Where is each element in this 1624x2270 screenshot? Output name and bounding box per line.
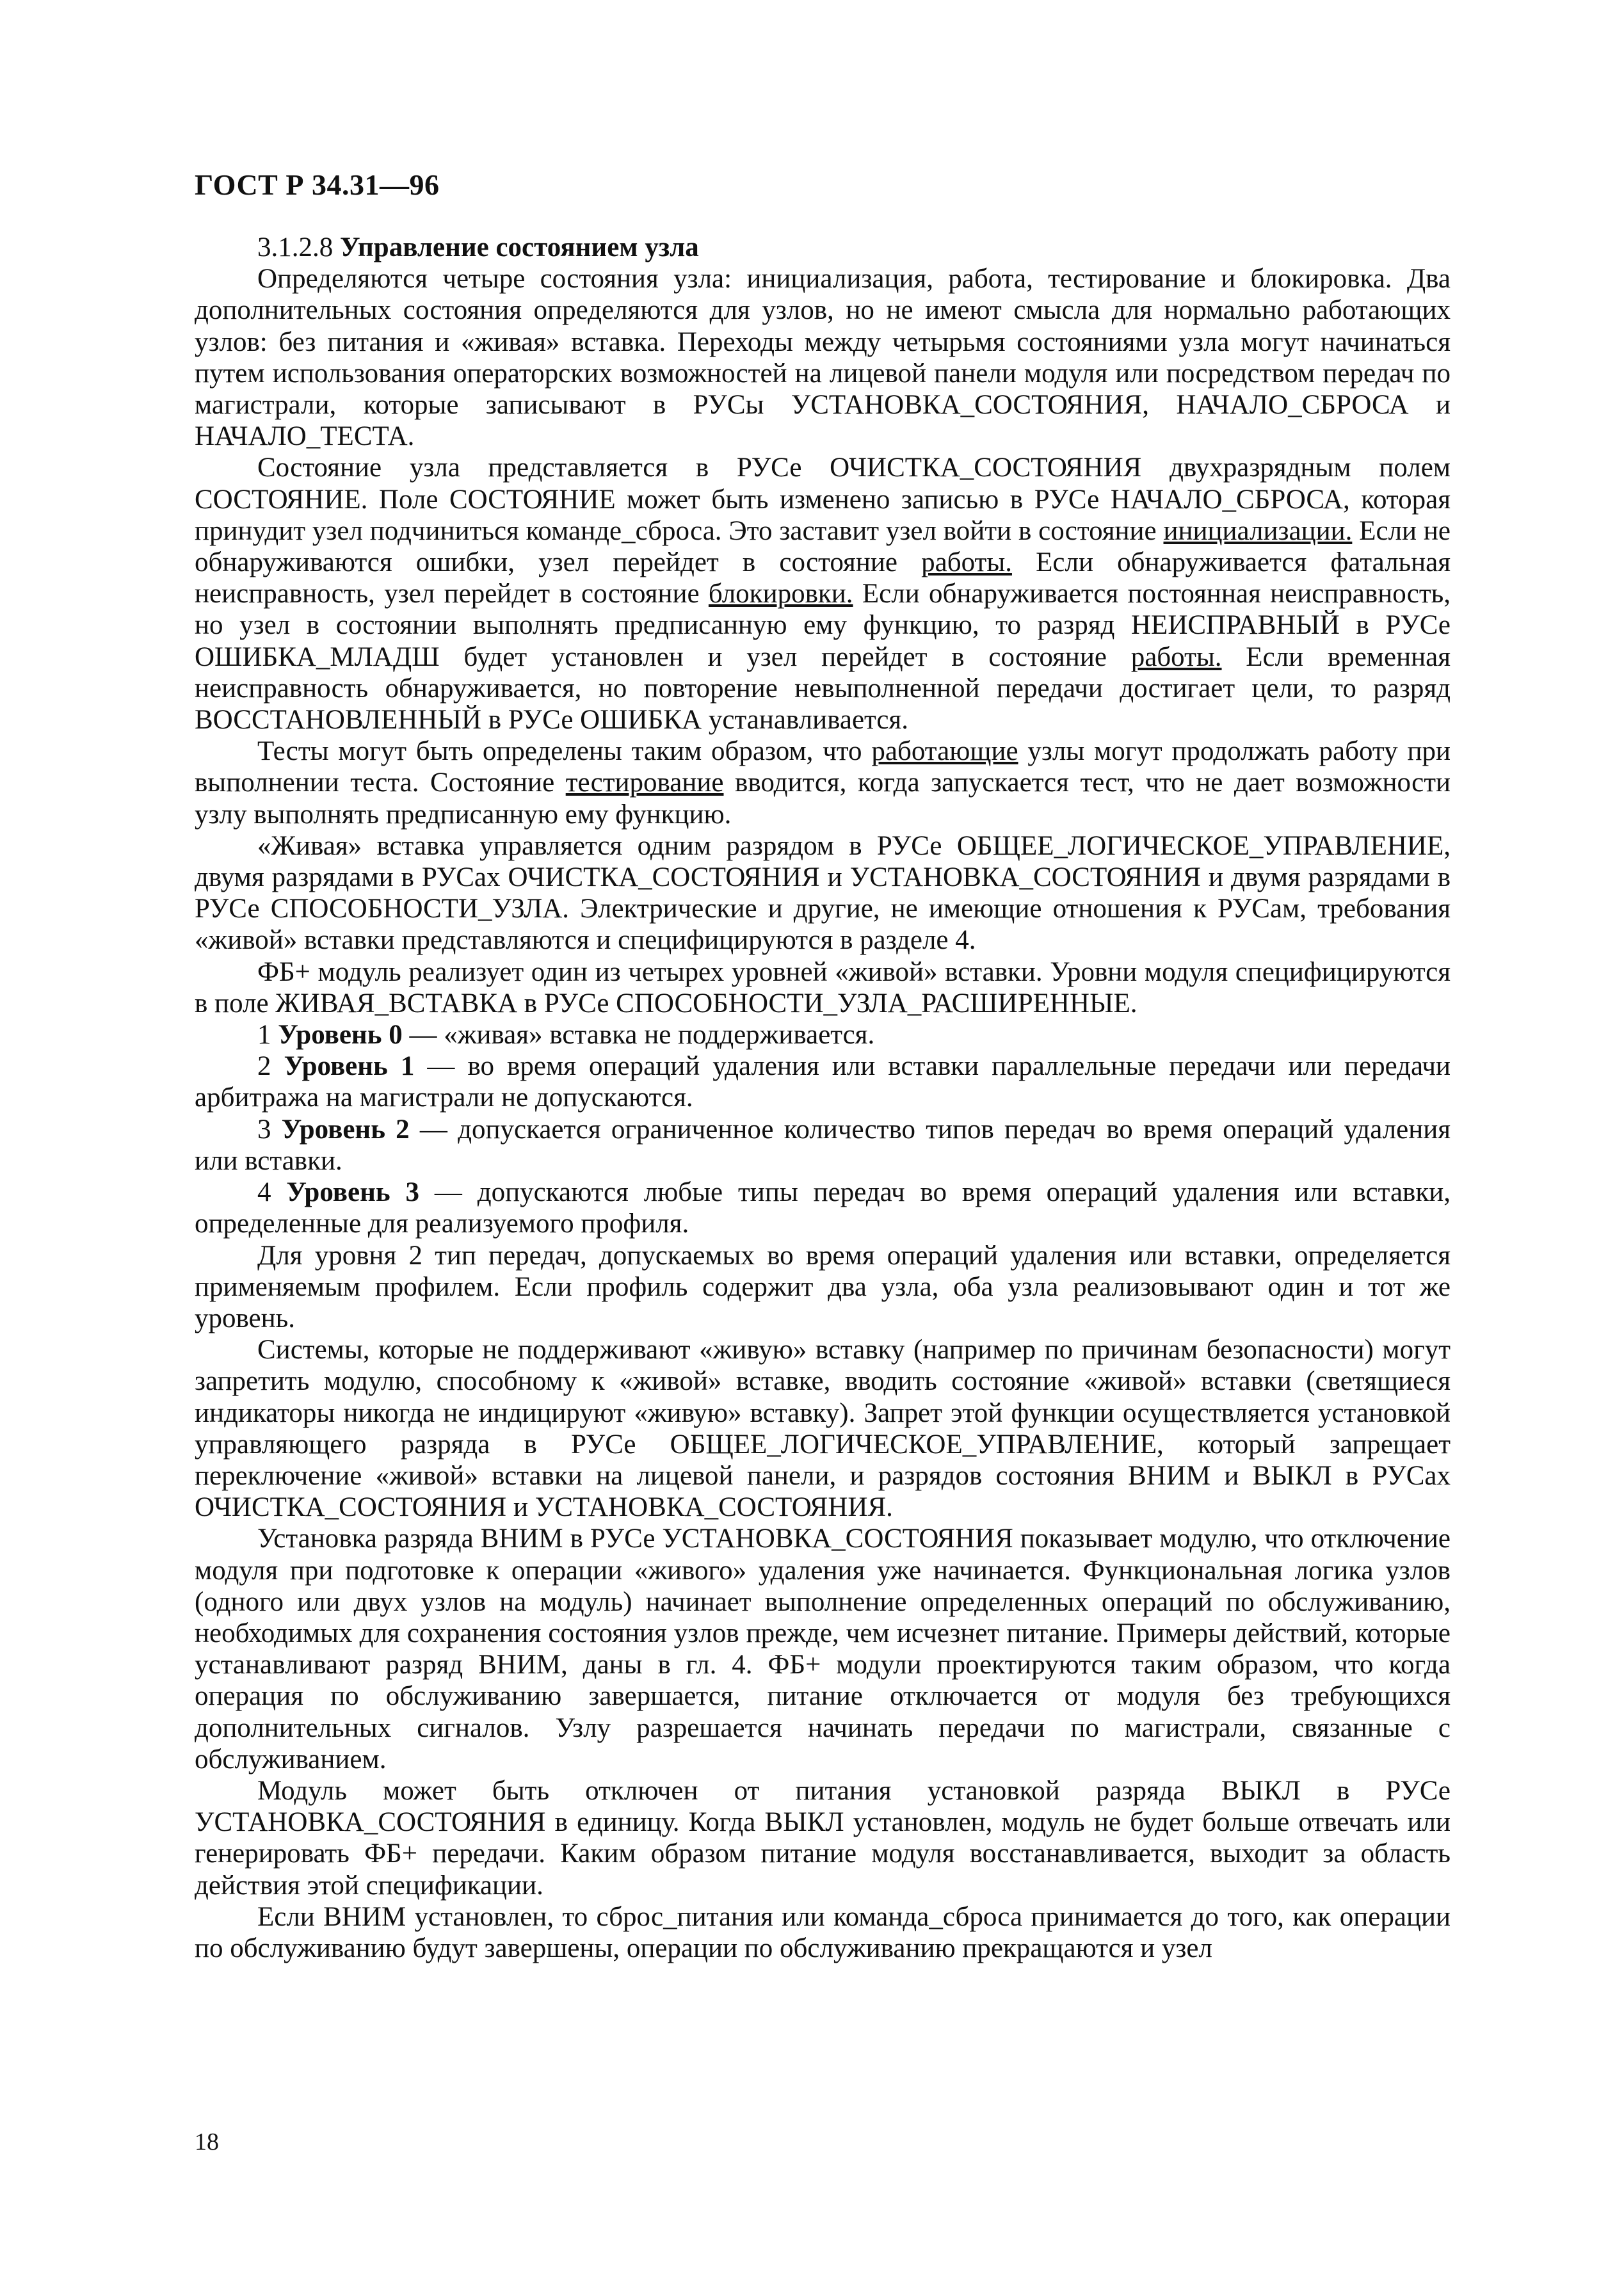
level-item: 1 Уровень 0 — «живая» вставка не поддерживается. [257, 1020, 875, 1050]
paragraph-disable-live: Системы, которые не поддерживают «живую» вставку (например по причинам безопасности) могут запретить модулю, способному к «живой» вставке, вводить состояние «живой» вставки (светящиеся индикаторы никогда не индицируют «живую» вставку). Запрет этой функции осуществляется установкой управляющего разряда в РУСе ОБЩЕЕ_ЛОГИЧЕСКОЕ_УПРАВЛЕНИЕ, который запрещает переключение «живой» вставки на лицевой панели, и разрядов состояния ВНИМ и ВЫКЛ в РУСах ОЧИСТКА_СОСТОЯНИЯ и УСТАНОВКА_СОСТОЯНИЯ. [195, 1335, 1451, 1523]
paragraph-levels-intro: ФБ+ модуль реализует один из четырех уровней «живой» вставки. Уровни модуля специфицируются в поле ЖИВАЯ_ВСТАВКА в РУСе СПОСОБНОСТИ_УЗЛА_РАСШИРЕННЫЕ. [195, 956, 1451, 1018]
paragraph-attn-bit: Установка разряда ВНИМ в РУСе УСТАНОВКА_СОСТОЯНИЯ показывает модулю, что отключение модуля при подготовке к операции «живого» удаления уже начинается. Функциональная логика узлов (одного или двух узлов на модуль) начинает выполнение определенных операций по обслуживанию, необходимых для сохранения состояния узлов прежде, чем исчезнет питание. Примеры действий, которые устанавливают разряд ВНИМ, даны в гл. 4. ФБ+ модули проектируются таким образом, что когда операция по обслуживанию завершается, питание отключается от модуля без требующихся дополнительных сигналов. Узлу разрешается начинать передачи по магистрали, связанные с обслуживанием. [195, 1524, 1451, 1775]
section-title: Управление состоянием узла [340, 232, 699, 262]
level-item: 2 Уровень 1 — во время операций удаления или вставки параллельные передачи или передачи арбитража на магистрали не допускаются. [195, 1051, 1451, 1113]
paragraph-tests: Тесты могут быть определены таким образом, что работающие узлы могут продолжать работу при выполнении теста. Состояние тестирование вводится, когда запускается тест, что не дает возможности узлу выполнять предписанную ему функцию. [195, 736, 1451, 830]
section-heading [195, 232, 1451, 263]
paragraph-state-field: Состояние узла представляется в РУСе ОЧИСТКА_СОСТОЯНИЯ двухразрядным полем СОСТОЯНИЕ. Поле СОСТОЯНИЕ может быть изменено записью в РУСе НАЧАЛО_СБРОСА, которая принудит узел подчиниться команде_сброса. Это заставит узел войти в состояние инициализации. Если не обнаруживаются ошибки, узел перейдет в состояние работы. Если обнаруживается фатальная неисправность, узел перейдет в состояние блокировки. Если обнаруживается постоянная неисправность, но узел в состоянии выполнять предписанную ему функцию, то разряд НЕИСПРАВНЫЙ в РУСе ОШИБКА_МЛАДШ будет установлен и узел перейдет в состояние работы. Если временная неисправность обнаруживается, но повторение невыполненной передачи достигает цели, то разряд ВОССТАНОВЛЕННЫЙ в РУСе ОШИБКА устанавливается. [195, 453, 1451, 736]
level-item: 3 Уровень 2 — допускается ограниченное количество типов передач во время операций удаления или вставки. [195, 1114, 1451, 1176]
page-header-standard: ГОСТ Р 34.31—96 [195, 168, 440, 201]
level-item: 4 Уровень 3 — допускаются любые типы передач во время операций удаления или вставки, определенные для реализуемого профиля. [195, 1177, 1451, 1239]
section-number: 3.1.2.8 [257, 232, 334, 262]
paragraph-states: Определяются четыре состояния узла: инициализация, работа, тестирование и блокировка. Два дополнительных состояния определяются для узлов, но не имеют смысла для нормально работающих узлов: без питания и «живая» вставка. Переходы между четырьмя состояниями узла могут начинаться путем использования операторских возможностей на лицевой панели модуля или посредством передач по магистрали, которые записывают в РУСы УСТАНОВКА_СОСТОЯНИЯ, НАЧАЛО_СБРОСА и НАЧАЛО_ТЕСТА. [195, 264, 1451, 452]
body-text [195, 232, 1451, 1964]
paragraph-live-insertion: «Живая» вставка управляется одним разрядом в РУСе ОБЩЕЕ_ЛОГИЧЕСКОЕ_УПРАВЛЕНИЕ, двумя разрядами в РУСах ОЧИСТКА_СОСТОЯНИЯ и УСТАНОВКА_СОСТОЯНИЯ и двумя разрядами в РУСе СПОСОБНОСТИ_УЗЛА. Электрические и другие, не имеющие отношения к РУСам, требования «живой» вставки представляются и специфицируются в разделе 4. [195, 830, 1451, 956]
paragraph-level-2-profile: Для уровня 2 тип передач, допускаемых во время операций удаления или вставки, определяется применяемым профилем. Если профиль содержит два узла, оба узла реализовывают один и тот же уровень. [195, 1240, 1451, 1333]
page-number: 18 [195, 2129, 219, 2155]
paragraph-off-bit: Модуль может быть отключен от питания установкой разряда ВЫКЛ в РУСе УСТАНОВКА_СОСТОЯНИЯ в единицу. Когда ВЫКЛ установлен, модуль не будет больше отвечать или генерировать ФБ+ передачи. Каким образом питание модуля восстанавливается, выходит за область действия этой спецификации. [195, 1775, 1451, 1901]
paragraph-attn-reset: Если ВНИМ установлен, то сброс_питания или команда_сброса принимается до того, как операции по обслуживанию будут завершены, операции по обслуживанию прекращаются и узел [195, 1901, 1451, 1963]
